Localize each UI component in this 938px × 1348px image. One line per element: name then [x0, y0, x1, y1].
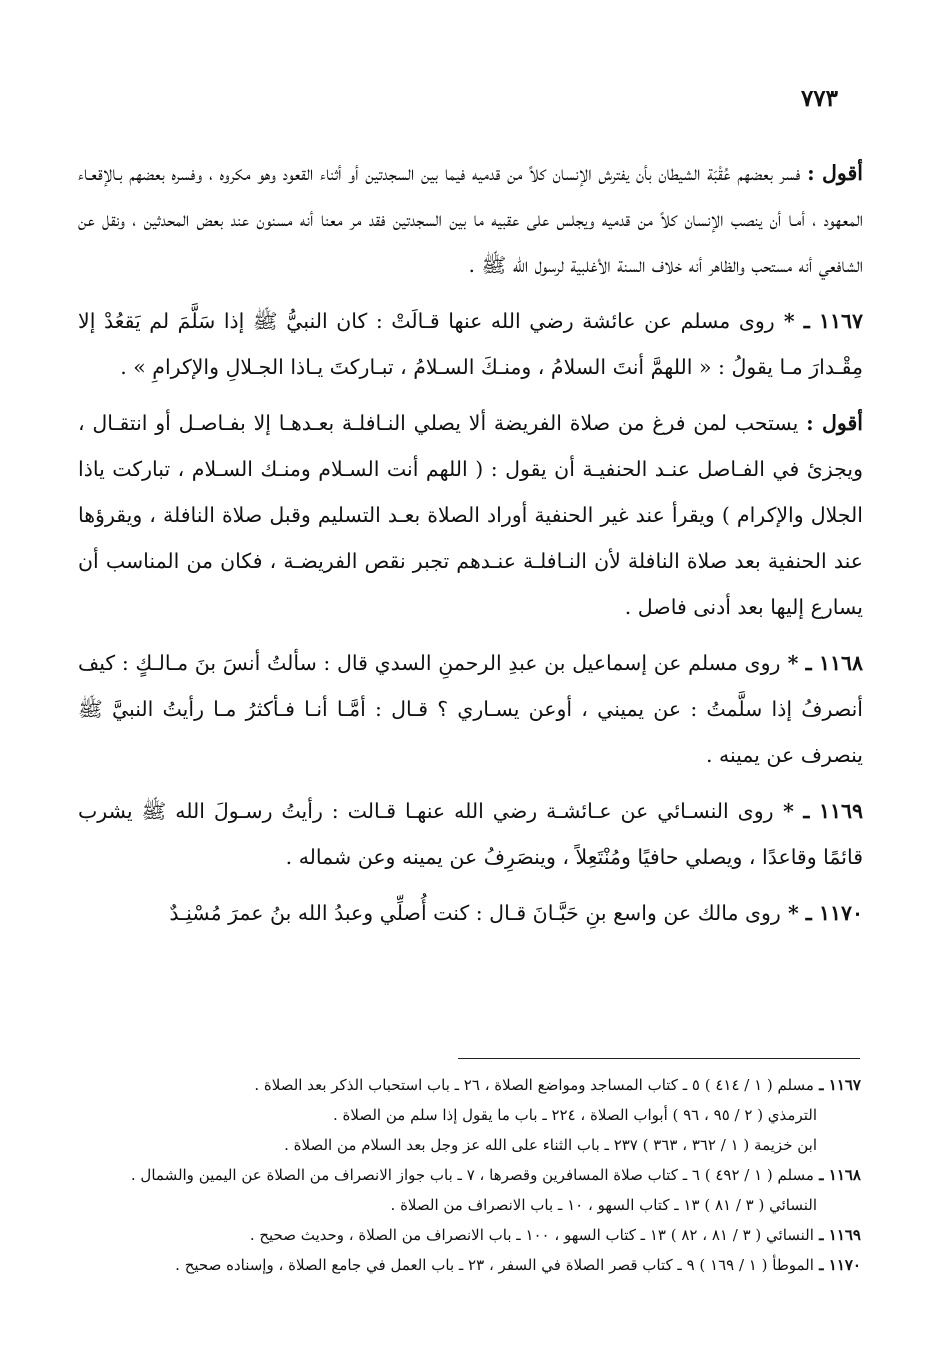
footnote-number: ١١٦٧ ـ [813, 1076, 861, 1094]
page-number: ٧٧٣ [800, 85, 838, 112]
footnote-text: الترمذي ( ٢ / ٩٥ ، ٩٦ ) أبواب الصلاة ، ٢٢٤ ـ باب ما يقول إذا سلم من الصلاة . [332, 1106, 817, 1124]
commentary-lead: أقول : [806, 411, 864, 435]
hadith-number: ١١٦٧ ـ * [774, 309, 863, 333]
footnote-number: ١١٧٠ ـ [813, 1256, 861, 1274]
footnote-text: مسلم ( ١ / ٤١٤ ) ٥ ـ كتاب المساجد ومواضع الصلاة ، ٢٦ ـ باب استحباب الذكر بعد الصلاة . [254, 1076, 814, 1094]
footnote-line [78, 1160, 861, 1190]
footnote-line [78, 1250, 861, 1280]
footnote-line [78, 1100, 861, 1130]
footnote-text: الموطأ ( ١ / ١٦٩ ) ٩ ـ كتاب قصر الصلاة في السفر ، ٢٣ ـ باب العمل في جامع الصلاة ، وإسناده صحيح . [175, 1256, 814, 1274]
footnote-text: ابن خزيمة ( ١ / ٣٦٢ ، ٣٦٣ ) ٢٣٧ ـ باب الثناء على الله عز وجل بعد السلام من الصلاة . [284, 1136, 817, 1154]
footnote-line [78, 1070, 861, 1100]
footnote-text: مسلم ( ١ / ٤٩٢ ) ٦ ـ كتاب صلاة المسافرين وقصرها ، ٧ ـ باب جواز الانصراف من الصلاة عن اليمين والشمال . [130, 1166, 814, 1184]
commentary-paragraph [78, 150, 863, 288]
footnote-line [78, 1190, 861, 1220]
footnote-number: ١١٦٩ ـ [813, 1226, 861, 1244]
footnote-separator [458, 1058, 860, 1059]
commentary-paragraph [78, 400, 863, 630]
footnote-line [78, 1130, 861, 1160]
footnote-text: النسائي ( ٣ / ٨١ ، ٨٢ ) ١٣ ـ كتاب السهو ، ١٠٠ ـ باب الانصراف من الصلاة ، وحديث صحيح . [249, 1226, 814, 1244]
footnote-text: النسائي ( ٣ / ٨١ ) ١٣ ـ كتاب السهو ، ١٠ ـ باب الانصراف من الصلاة . [390, 1196, 817, 1214]
hadith-paragraph [78, 890, 863, 936]
hadith-number: ١١٦٨ ـ * [780, 651, 863, 675]
commentary-lead: أقول : [807, 161, 863, 185]
paragraph-text: روى النسـائي عن عـائشـة رضي الله عنهـا قـالت : رأيتُ رسـولَ الله ﷺ يشرب قائمًا وقاعدًا ، ويصلي حافيًا ومُنْتَعِلاً ، وينصَرِفُ عن يمينه وعن شماله . [78, 799, 863, 869]
hadith-paragraph [78, 788, 863, 880]
paragraph-text: روى مالك عن واسع بنِ حَبَّـانَ قـال : كنت أُصلِّي وعبدُ الله بنُ عمرَ مُسْنِـدٌ [169, 901, 781, 925]
hadith-number: ١١٧٠ ـ * [780, 901, 863, 925]
hadith-number: ١١٦٩ ـ * [773, 799, 863, 823]
hadith-paragraph [78, 640, 863, 778]
footnote-line [78, 1220, 861, 1250]
paragraph-text: يستحب لمن فرغ من صلاة الفريضة ألا يصلي النـافلـة بعـدهـا إلا بفـاصـل أو انتقـال ، ويجزئ في الفـاصل عنـد الحنفيـة أن يقول : ( اللهم أنت السـلام ومنـك السـلام ، تباركت ياذا الجلال والإكرام ) ويقرأ عند غير الحنفية أوراد الصلاة بعـد التسليم وقبل صلاة النافلة ، ويقرؤها عند الحنفية بعد صلاة النافلة لأن النـافلـة عنـدهم تجبر نقص الفريضـة ، فكان من المناسب أن يسارع إليها بعد أدنى فاصل . [78, 411, 864, 619]
paragraph-text: روى مسلم عن عائشة رضي الله عنها قـالَتْ : كان النبيُّ ﷺ إذا سَلَّمَ لم يَقعُدْ إلا مِقْـدارَ مـا يقولُ : « اللهمَّ أنتَ السلامُ ، ومنـكَ السـلامُ ، تبـاركتَ يـاذا الجـلالِ والإكرامِ » . [78, 309, 863, 379]
main-text [78, 150, 863, 946]
footnote-number: ١١٦٨ ـ [813, 1166, 861, 1184]
footnotes [78, 1070, 861, 1280]
paragraph-text: روى مسلم عن إسماعيل بن عبدِ الرحمنِ السدي قال : سألتُ أنسَ بنَ مـالـكٍ : كيف أنصرفُ إذا سلَّمتُ : عن يميني ، أوعن يسـاري ؟ قـال : أمَّـا أنـا فـأكثرُ مـا رأيتُ النبيَّ ﷺ ينصرف عن يمينه . [78, 651, 863, 767]
paragraph-text: فسر بعضهم عُقْبَة الشيطان بأن يفترش الإنسان كلاً من قدميه فيما بين السجدتين أو أثناء القعود وهو مكروه ، وفسره بعضهم بـالإقعـاء المعهود ، أمـا أن ينصب الإنسان كلاً من قدميه ويجلس على عقبيه ما بين السجدتين فقد مر معنا أنه مسنون عند بعض المحدثين ، ونقل عن الشافعي أنه مستحب والظاهر أنه خلاف السنة الأغلبية لرسول الله ﷺ . [78, 161, 863, 277]
hadith-paragraph [78, 298, 863, 390]
